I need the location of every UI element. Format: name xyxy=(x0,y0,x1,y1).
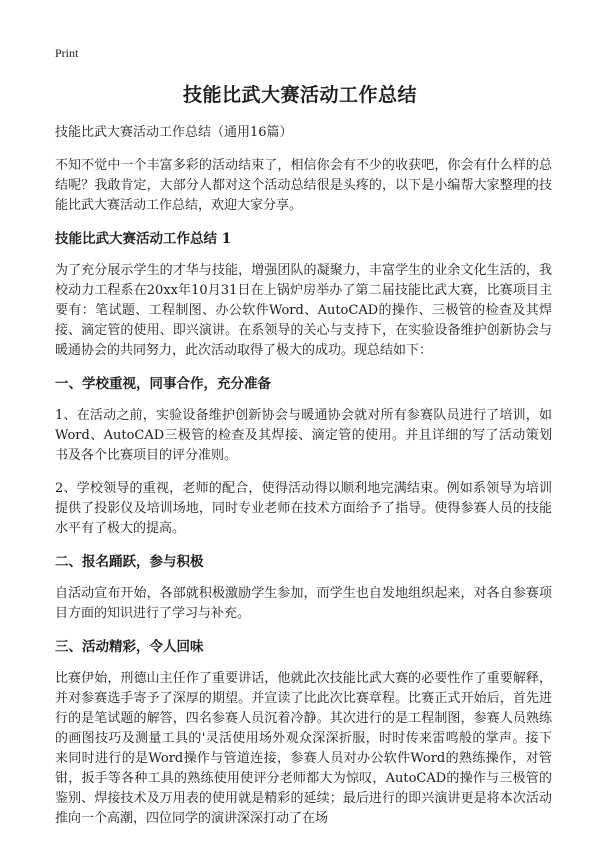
page-title: 技能比武大赛活动工作总结 xyxy=(182,84,417,106)
section-2-paragraph-1: 自活动宣布开始，各部就积极激励学生参加，而学生也自发地组织起来，对各自参赛项目方面的知识进行了学习与补充。 xyxy=(55,586,552,621)
section-1-paragraph-1: 1、在活动之前，实验设备维护创新协会与暖通协会就对所有参赛队员进行了培训，如Word、AutoCAD三极管的检查及其焊接、滴定管的使用。并且详细的写了活动策划书及各个比赛项目的评分准则。 xyxy=(55,408,552,463)
document-subtitle: 技能比武大赛活动工作总结（通用16篇） xyxy=(55,125,293,140)
section-1-heading: 一、学校重视，同事合作，充分准备 xyxy=(55,376,271,392)
article-paragraph: 为了充分展示学生的才华与技能，增强团队的凝聚力，丰富学生的业余文化生活的，我校动力工程系在20xx年10月31日在上锅炉房举办了第二届技能比武大赛，比赛项目主要有：笔试题、工程制图、办公软件Word、AutoCAD的操作、三极管的检查及其焊接、滴定管的使用、即兴演讲。在系领导的关心与支持下，在实验设备维护创新协会与暖通协会的共同努力，此次活动取得了极大的成功。现总结如下： xyxy=(55,263,552,358)
section-3-heading: 三、活动精彩，令人回味 xyxy=(55,639,204,655)
document-body xyxy=(55,123,552,842)
section-1-paragraph-2: 2、学校领导的重视，老师的配合，使得活动得以顺利地完满结束。例如系领导为培训提供了投影仪及培训场地，同时专业老师在技术方面给予了指导。使得参赛人员的技能水平有了极大的提高。 xyxy=(55,481,552,536)
section-3-paragraph-1: 比赛伊始，刑德山主任作了重要讲话，他就此次技能比武大赛的必要性作了重要解释，并对参赛选手寄予了深厚的期望。并宣读了比此次比赛章程。比赛正式开始后，首先进行的是笔试题的解答，四名参赛人员沉着冷静。其次进行的是工程制图，参赛人员熟练的画图技巧及测量工具的'灵活使用场外观众深深折服，时时传来雷鸣般的掌声。接下来同时进行的是Word操作与管道连接，参赛人员对办公软件Word的熟练操作，对管钳，扳手等各种工具的熟练使用使评分老师都大为惊叹，AutoCAD的操作与三极管的鉴别、焊接技术及万用表的使用就是精彩的延续；最后进行的即兴演讲更是将本次活动推向一个高潮，四位同学的演讲深深打动了在场 xyxy=(55,671,552,826)
article-heading: 技能比武大赛活动工作总结 1 xyxy=(55,231,232,247)
section-2-heading: 二、报名踊跃，参与积极 xyxy=(55,554,204,570)
intro-paragraph: 不知不觉中一个丰富多彩的活动结束了，相信你会有不少的收获吧，你会有什么样的总结呢？我敢肯定，大部分人都对这个活动总结很是头疼的，以下是小编帮大家整理的技能比武大赛活动工作总结，欢迎大家分享。 xyxy=(55,158,552,213)
print-link[interactable]: Print xyxy=(55,46,79,60)
